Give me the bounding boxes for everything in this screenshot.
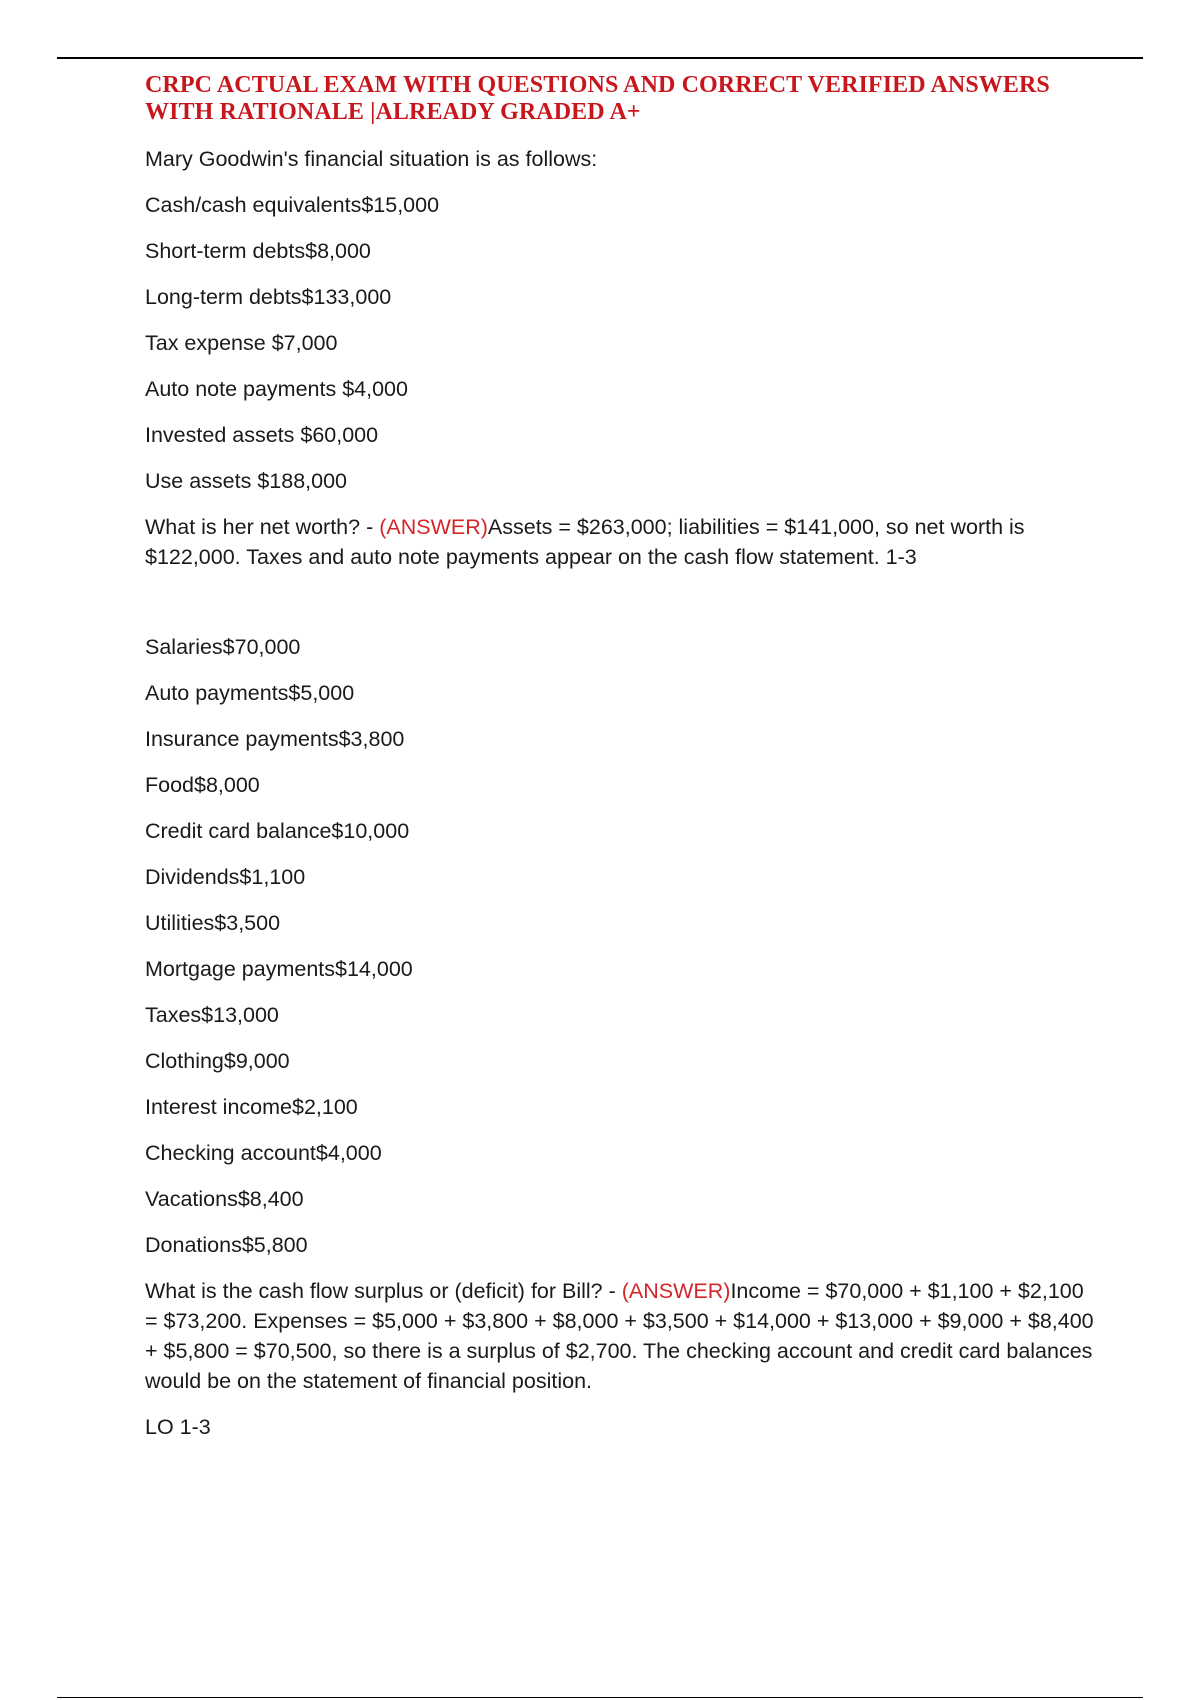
q2-item-interest-income: Interest income$2,100: [145, 1095, 358, 1119]
q1-item-short-term-debts: Short-term debts$8,000: [145, 239, 371, 263]
q2-item-donations: Donations$5,800: [145, 1233, 308, 1257]
top-rule: [57, 57, 1143, 59]
q2-item-clothing: Clothing$9,000: [145, 1049, 290, 1073]
q1-question-answer: [145, 512, 1095, 572]
q2-item-taxes: Taxes$13,000: [145, 1003, 279, 1027]
q1-answer-tag: (ANSWER): [379, 515, 488, 539]
q2-item-utilities: Utilities$3,500: [145, 911, 281, 935]
q2-question-answer: [145, 1276, 1095, 1396]
q1-item-auto-note-payments: Auto note payments $4,000: [145, 377, 408, 401]
q2-item-dividends: Dividends$1,100: [145, 865, 306, 889]
q1-item-invested-assets: Invested assets $60,000: [145, 423, 379, 447]
q2-item-vacations: Vacations$8,400: [145, 1187, 304, 1211]
q2-item-food: Food$8,000: [145, 773, 260, 797]
q2-item-credit-card-balance: Credit card balance$10,000: [145, 819, 410, 843]
q2-item-salaries: Salaries$70,000: [145, 635, 301, 659]
q1-intro: Mary Goodwin's financial situation is as follows:: [145, 147, 598, 171]
q2-item-auto-payments: Auto payments$5,000: [145, 681, 355, 705]
q2-learning-objective: LO 1-3: [145, 1415, 211, 1439]
q2-question: What is the cash flow surplus or (deficit) for Bill? -: [145, 1279, 622, 1303]
section-spacer: [145, 588, 1095, 632]
q1-answer: Assets = $263,000; liabilities = $141,000, so net worth is $122,000. Taxes and auto note payments appear on the cash flow statement. 1-3: [145, 515, 1025, 569]
q2-item-checking-account: Checking account$4,000: [145, 1141, 382, 1165]
q2-item-insurance-payments: Insurance payments$3,800: [145, 727, 405, 751]
document-title: [145, 72, 1095, 126]
title-line-2: WITH RATIONALE |ALREADY GRADED A+: [145, 99, 641, 125]
title-line-1: CRPC ACTUAL EXAM WITH QUESTIONS AND CORRECT VERIFIED ANSWERS: [145, 72, 1050, 98]
q1-item-cash: Cash/cash equivalents$15,000: [145, 193, 440, 217]
q1-question: What is her net worth? -: [145, 515, 380, 539]
q2-item-mortgage-payments: Mortgage payments$14,000: [145, 957, 413, 981]
bottom-rule: [57, 1697, 1143, 1698]
q1-item-use-assets: Use assets $188,000: [145, 469, 347, 493]
q2-answer: Income = $70,000 + $1,100 + $2,100 = $73,200. Expenses = $5,000 + $3,800 + $8,000 + $3,500 + $14,000 + $13,000 + $9,000 + $8,400 + $5,800 = $70,500, so there is a surplus of $2,700. The checking account and credit card balances would be on the statement of financial position.: [145, 1279, 1094, 1393]
document-body: [145, 72, 1095, 1458]
q1-item-long-term-debts: Long-term debts$133,000: [145, 285, 392, 309]
q1-item-tax-expense: Tax expense $7,000: [145, 331, 338, 355]
q2-answer-tag: (ANSWER): [621, 1279, 731, 1303]
